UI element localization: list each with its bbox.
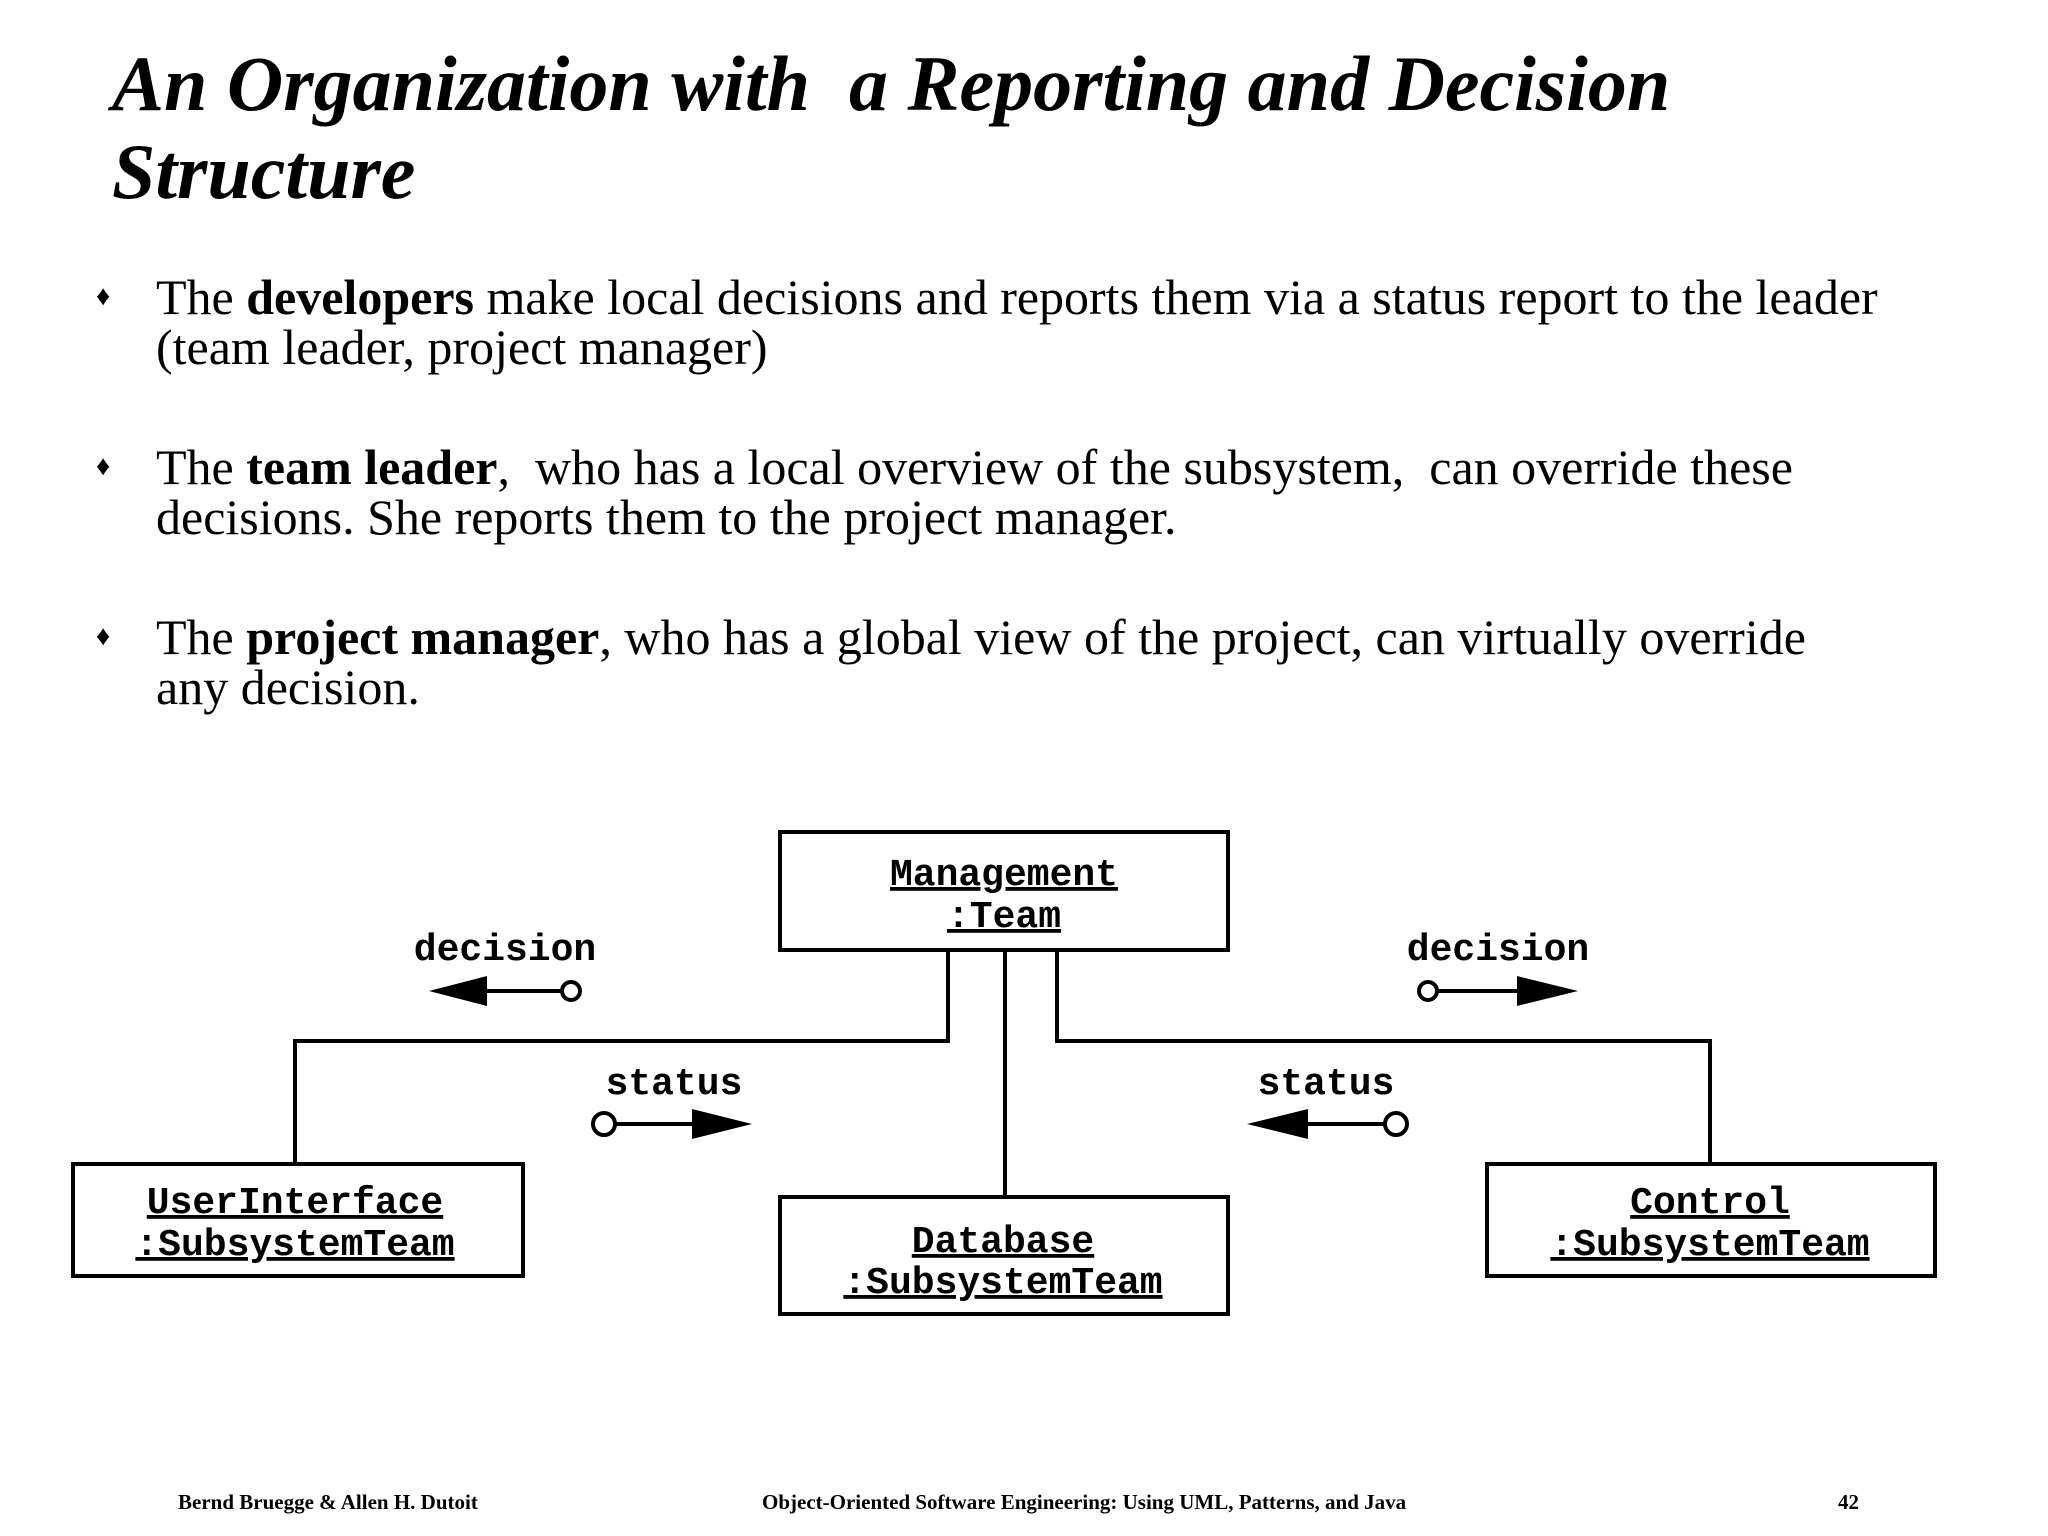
title-line-2: Structure bbox=[112, 128, 416, 215]
database-type: :SubsystemTeam bbox=[843, 1262, 1163, 1305]
bullet-text: , who has a local overview of the subsystem, can override these bbox=[497, 439, 1793, 495]
title-line-1: An Organization with a Reporting and Decision bbox=[112, 40, 1671, 127]
database-name: Database bbox=[911, 1221, 1095, 1264]
decision-left-label: decision bbox=[413, 929, 597, 972]
bullet-bold-term: developers bbox=[246, 269, 474, 325]
bullet-text: The bbox=[156, 439, 247, 495]
bullet-text: The bbox=[156, 609, 247, 665]
control-type: :SubsystemTeam bbox=[1550, 1224, 1870, 1267]
bullet-diamond-icon: ♦ bbox=[96, 281, 111, 312]
bullet-text: , who has a global view of the project, can virtually override bbox=[599, 609, 1806, 665]
decision-right-label: decision bbox=[1406, 929, 1590, 972]
bullet-continuation: decisions. She reports them to the project manager. bbox=[156, 489, 1177, 545]
bullet-diamond-icon: ♦ bbox=[96, 621, 111, 652]
decision-right-arrow-icon bbox=[1419, 976, 1578, 1006]
status-left-label: status bbox=[605, 1063, 743, 1106]
link-management-userinterface bbox=[295, 950, 948, 1164]
bullet-text: The bbox=[156, 269, 247, 325]
status-left-arrow-icon bbox=[593, 1109, 752, 1139]
footer-book-title: Object-Oriented Software Engineering: Using UML, Patterns, and Java bbox=[762, 1490, 1407, 1514]
user-interface-type: :SubsystemTeam bbox=[135, 1224, 455, 1267]
footer-authors: Bernd Bruegge & Allen H. Dutoit bbox=[178, 1490, 478, 1514]
link-management-control bbox=[1057, 950, 1710, 1164]
bullet-continuation: (team leader, project manager) bbox=[156, 319, 768, 375]
status-right-label: status bbox=[1257, 1063, 1395, 1106]
decision-left-arrow-icon bbox=[429, 976, 580, 1006]
bullet-bold-term: team leader bbox=[246, 439, 498, 495]
user-interface-name: UserInterface bbox=[146, 1182, 444, 1225]
bullet-text: make local decisions and reports them via a status report to the leader bbox=[473, 269, 1878, 325]
management-type: :Team bbox=[946, 896, 1062, 939]
bullet-continuation: any decision. bbox=[156, 659, 420, 715]
bullet-bold-term: project manager bbox=[246, 609, 600, 665]
management-name: Management bbox=[889, 854, 1119, 897]
control-name: Control bbox=[1630, 1182, 1790, 1225]
bullet-diamond-icon: ♦ bbox=[96, 451, 111, 482]
status-right-arrow-icon bbox=[1247, 1109, 1407, 1139]
footer-page-number: 42 bbox=[1838, 1490, 1859, 1514]
